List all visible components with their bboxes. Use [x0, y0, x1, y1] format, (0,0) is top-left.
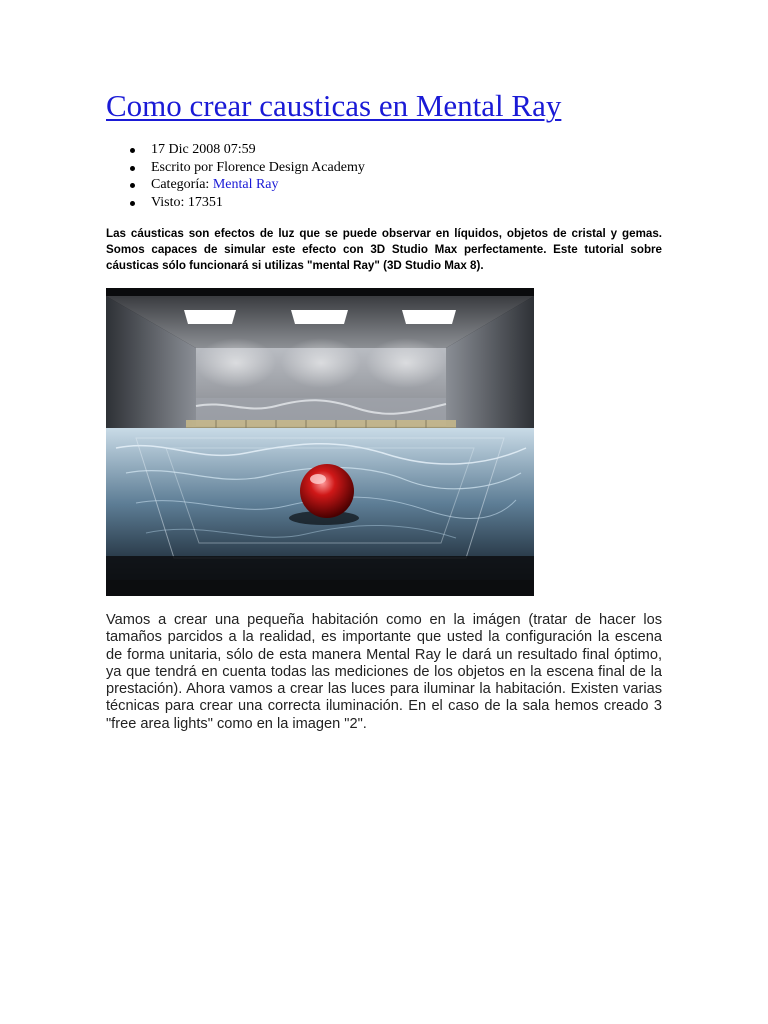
article-title[interactable]: Como crear causticas en Mental Ray [106, 88, 562, 123]
bullet-icon [130, 201, 135, 206]
meta-category-label: Categoría: [151, 177, 213, 192]
bullet-icon [130, 148, 135, 153]
meta-author [113, 159, 365, 177]
body-paragraph: Vamos a crear una pequeña habitación como en la imágen (tratar de hacer los tamaños parcidos a la realidad, es importante que usted la configuración la escena de forma unitaria, sólo de esta manera Mental Ray le dará un resultado final óptimo, ya que tendrá en cuenta todas las mediciones de los objetos en la escena final de la prestación). Ahora vamos a crear las luces para iluminar la habitación. Existen varias técnicas para crear una correcta iluminación. En el caso de la sala hemos creado 3 "free area lights" como en la imagen "2". [106, 612, 662, 732]
room-render-graphic [106, 288, 534, 596]
meta-views [113, 194, 365, 212]
meta-category [113, 176, 365, 194]
article-meta-list [113, 141, 365, 211]
caustics-render-image [106, 288, 534, 596]
meta-views-text: Visto: 17351 [151, 194, 223, 210]
meta-date [113, 141, 365, 159]
bullet-icon [130, 166, 135, 171]
intro-paragraph: Las cáusticas son efectos de luz que se puede observar en líquidos, objetos de cristal y gemas. Somos capaces de simular este efecto con 3D Studio Max perfectamente. Este tutorial sobre cáusticas sólo funcionará si utilizas "mental Ray" (3D Studio Max 8). [106, 227, 662, 272]
bullet-icon [130, 183, 135, 188]
meta-author-text: Escrito por Florence Design Academy [151, 159, 365, 175]
category-link[interactable]: Mental Ray [212, 177, 279, 192]
meta-date-text: 17 Dic 2008 07:59 [151, 142, 256, 157]
